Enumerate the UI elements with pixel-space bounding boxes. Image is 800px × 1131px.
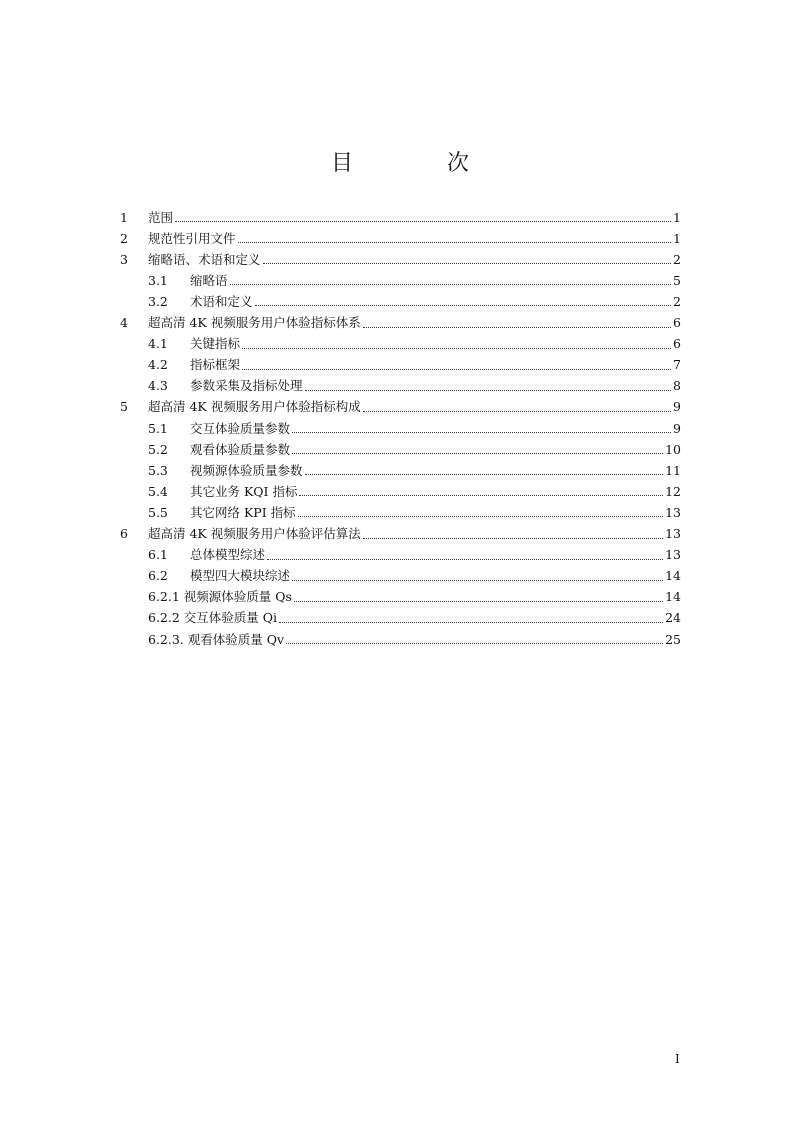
toc-entry-number: 5.3 (148, 462, 168, 478)
toc-entry[interactable] (148, 498, 681, 519)
toc-entry[interactable] (120, 245, 681, 266)
toc-entry-page: 9 (673, 420, 681, 436)
toc-leader-dots (292, 452, 663, 454)
toc-entry-number: 4.3 (148, 378, 168, 394)
toc-leader-dots (230, 283, 671, 285)
toc-entry[interactable] (148, 414, 681, 435)
toc-entry-number: 5.4 (148, 483, 168, 499)
toc-entry-label: 指标框架 (190, 357, 241, 373)
toc-leader-dots (305, 389, 671, 391)
toc-entry-number: 3 (120, 251, 128, 267)
toc-entry-number: 3.2 (148, 293, 168, 309)
toc-entry-page: 24 (665, 610, 681, 626)
toc-entry-number: 5.5 (148, 504, 168, 520)
toc-entry[interactable] (148, 287, 681, 308)
toc-entry-label: 规范性引用文件 (148, 230, 236, 246)
toc-entry[interactable] (148, 330, 681, 351)
toc-leader-dots (242, 368, 671, 370)
toc-entry-page: 6 (673, 315, 681, 330)
toc-entry-label: 视频源体验质量参数 (190, 462, 303, 478)
toc-entry[interactable] (148, 604, 681, 625)
toc-entry-label: 其它业务 KQI 指标 (190, 483, 298, 499)
page-number-footer: I (675, 1052, 680, 1066)
toc-leader-dots (363, 326, 671, 328)
toc-entry[interactable] (148, 351, 681, 372)
toc-entry-label: 6.2.3. 观看体验质量 Qv (148, 631, 285, 647)
toc-entry[interactable] (120, 520, 681, 541)
toc-entry[interactable] (148, 372, 681, 393)
toc-entry-page: 13 (665, 547, 681, 563)
toc-entry-page: 13 (665, 526, 681, 541)
toc-entry-number: 6.2 (148, 568, 168, 584)
toc-entry-label: 超高清 4K 视频服务用户体验评估算法 (148, 526, 361, 541)
toc-leader-dots (299, 494, 663, 496)
toc-leader-dots (305, 473, 664, 475)
toc-leader-dots (294, 600, 663, 602)
toc-leader-dots (286, 642, 663, 644)
toc-entry[interactable] (120, 203, 681, 224)
toc-entry[interactable] (148, 625, 681, 646)
toc-entry-label: 范围 (148, 209, 174, 225)
toc-entry[interactable] (148, 266, 681, 287)
toc-entry-number: 5 (120, 399, 128, 415)
toc-leader-dots (292, 579, 663, 581)
toc-entry-label: 缩略语 (190, 272, 228, 288)
toc-entry-page: 1 (673, 209, 681, 225)
toc-entry-number: 4.2 (148, 357, 168, 373)
toc-entry[interactable] (148, 477, 681, 498)
toc-entry-label: 关键指标 (190, 336, 241, 352)
toc-leader-dots (267, 558, 663, 560)
toc-entry-page: 14 (665, 568, 681, 584)
toc-entry-page: 6 (673, 336, 681, 352)
toc-entry-number: 6 (120, 526, 128, 541)
toc-leader-dots (279, 621, 663, 623)
toc-leader-dots (175, 220, 671, 222)
toc-leader-dots (242, 347, 671, 349)
toc-entry-label: 超高清 4K 视频服务用户体验指标体系 (148, 315, 361, 330)
toc-entry-label: 其它网络 KPI 指标 (190, 504, 296, 520)
toc-entry-label: 总体模型综述 (190, 547, 266, 563)
toc-entry-label: 6.2.1 视频源体验质量 Qs (148, 589, 292, 605)
toc-entry-page: 14 (665, 589, 681, 605)
toc-entry-number: 5.2 (148, 441, 168, 457)
toc-entry[interactable] (148, 541, 681, 562)
toc-entry[interactable] (120, 309, 681, 330)
toc-entry-page: 8 (673, 378, 681, 394)
toc-entry[interactable] (120, 393, 681, 414)
toc-entry-number: 4 (120, 315, 128, 330)
toc-entry-label: 交互体验质量参数 (190, 420, 291, 436)
toc-entry-label: 超高清 4K 视频服务用户体验指标构成 (148, 399, 361, 415)
toc-title: 目 次 (330, 151, 505, 176)
toc-entry-page: 1 (673, 230, 681, 246)
toc-entry-page: 25 (665, 631, 681, 647)
toc-leader-dots (238, 241, 671, 243)
toc-entry-label: 模型四大模块综述 (190, 568, 291, 584)
toc-entry[interactable] (148, 456, 681, 477)
toc-leader-dots (292, 431, 671, 433)
toc-entry-page: 10 (665, 441, 681, 457)
toc-entry-page: 12 (665, 483, 681, 499)
toc-entry-number: 1 (120, 209, 128, 225)
toc-entry-label: 缩略语、术语和定义 (148, 251, 261, 267)
toc-entry-number: 2 (120, 230, 128, 246)
toc-leader-dots (363, 537, 663, 539)
toc-leader-dots (255, 304, 671, 306)
toc-entry-number: 5.1 (148, 420, 168, 436)
toc-entry[interactable] (120, 224, 681, 245)
toc-entry-number: 3.1 (148, 272, 168, 288)
toc-entry-label: 观看体验质量参数 (190, 441, 291, 457)
toc-entry-page: 13 (665, 504, 681, 520)
toc-leader-dots (298, 515, 663, 517)
toc-entry-label: 术语和定义 (190, 293, 253, 309)
toc-entry-label: 参数采集及指标处理 (190, 378, 303, 394)
toc-entry-page: 9 (673, 399, 681, 415)
toc-leader-dots (263, 262, 671, 264)
toc-leader-dots (363, 410, 671, 412)
toc-entry[interactable] (148, 562, 681, 583)
toc-entry[interactable] (148, 435, 681, 456)
toc-entry-label: 6.2.2 交互体验质量 Qi (148, 610, 277, 626)
toc-entry[interactable] (148, 583, 681, 604)
toc-entry-page: 2 (673, 251, 681, 267)
toc-entry-page: 2 (673, 293, 681, 309)
toc-entry-page: 11 (665, 462, 681, 478)
toc-entry-number: 6.1 (148, 547, 168, 563)
toc-entry-number: 4.1 (148, 336, 168, 352)
toc-entry-page: 7 (673, 357, 681, 373)
toc-entry-page: 5 (673, 272, 681, 288)
